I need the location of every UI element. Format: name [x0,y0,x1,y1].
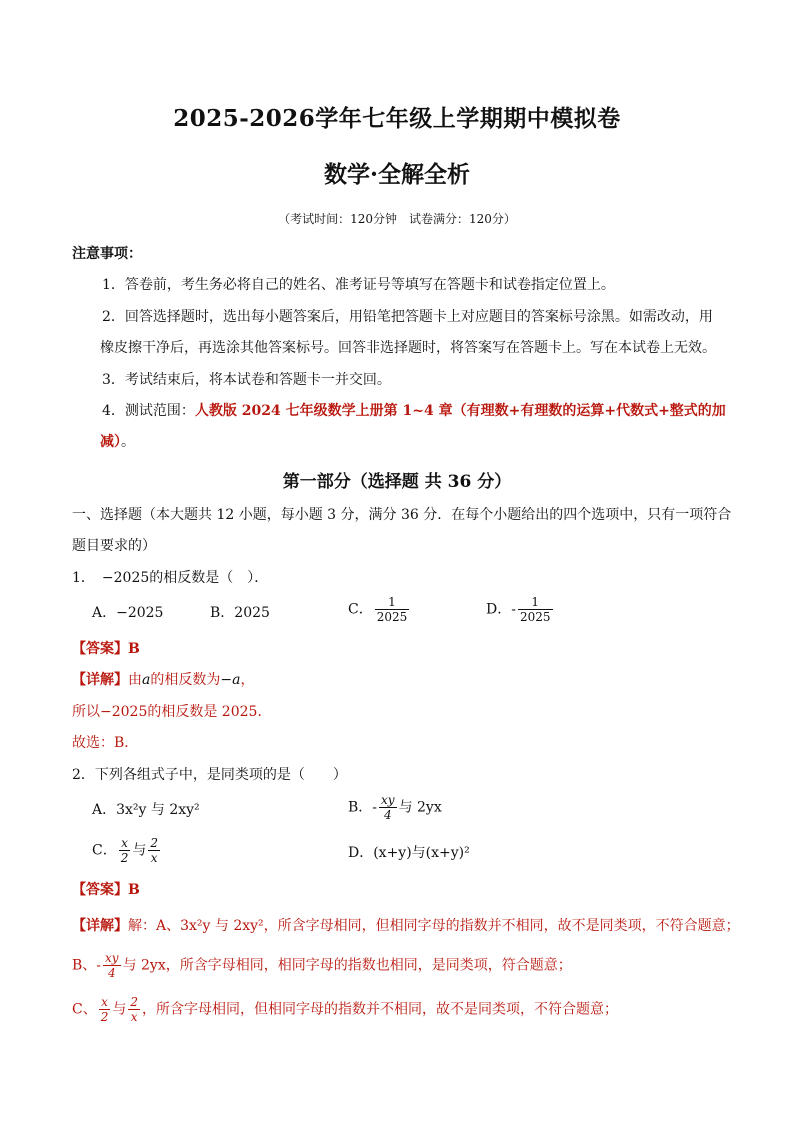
q2-detail-c-tail: ，所含字母相同，但相同字母的指数并不相同，故不是同类项，不符合题意； [142,1001,618,1018]
q1-detail-neg-a: −a [220,672,241,688]
q2-option-b-num: xy [381,793,395,807]
q2-detail-b-fraction [103,951,121,980]
notice-item-1: 1．答卷前，考生务必将自己的姓名、准考证号等填写在答题卡和试卷指定位置上。 [102,277,615,293]
notice-item-4-line1 [102,401,726,421]
exam-meta: （考试时间：120分钟 试卷满分：120分） [278,212,516,226]
q2-detail-tag: 【详解】 [72,918,128,934]
notice-heading: 注意事项： [72,246,142,262]
q1-option-d-label: D．- [486,601,516,618]
q1-option-c [348,595,411,624]
q2-option-c [92,836,162,865]
q2-detail-b-tail: 与 2yx，所含字母相同，相同字母的指数也相同，是同类项，符合题意； [122,957,572,974]
q1-detail-text2: 的相反数为 [150,672,221,688]
notice-item-4-period: 。 [121,434,135,450]
q2-answer: 【答案】B [72,882,140,898]
q2-detail-c-den2: x [130,1010,138,1024]
exam-subtitle: 数学·全解全析 [323,161,470,188]
q2-detail-b-label: B、- [72,957,102,974]
q2-detail-b-den: 4 [107,966,116,980]
notice-item-4-topics-end: 减） [100,434,121,450]
q2-detail-c-num2: 2 [130,995,138,1009]
q2-detail-c-label: C、 [72,1001,97,1018]
q2-option-c-den1: 2 [120,851,129,865]
q2-option-c-num1: x [119,836,131,851]
part1-intro-line2: 题目要求的） [72,538,156,554]
q1-choose: 故选：B． [72,735,139,751]
q1-detail-line2: 所以−2025的相反数是 2025． [72,704,272,720]
q2-option-b-label: B．- [348,799,378,816]
q2-option-b-fraction [379,793,397,822]
q1-option-c-label: C． [348,601,373,618]
q2-option-c-den2: x [150,851,158,865]
q1-detail-tag: 【详解】 [72,672,128,688]
q2-detail-c-fraction2 [128,995,140,1024]
q1-detail-line1 [72,670,254,690]
q2-option-b-den: 4 [383,808,392,822]
q2-option-b-tail: 与 2yx [398,799,442,816]
notice-item-4-topics: （有理数+有理数的运算+代数式+整式的加 [452,403,726,419]
q1-detail-text1: 由 [128,672,142,688]
q1-option-c-num: 1 [375,595,410,610]
notice-item-4-scope: 人教版 2024 七年级数学上册第 1~4 章 [194,403,453,419]
q1-option-d-num: 1 [518,595,553,610]
q2-option-b [348,793,442,822]
q1-option-a: A．−2025 [92,605,164,621]
q1-stem: 1． −2025的相反数是（ ）． [72,570,269,586]
q1-detail-var-a: a [142,672,151,688]
exam-title: 2025-2026学年七年级上学期期中模拟卷 [173,105,621,132]
q2-option-c-label: C． [92,842,117,859]
notice-item-3: 3．考试结束后，将本试卷和答题卡一并交回。 [102,372,391,388]
q2-option-c-mid: 与 [132,842,147,859]
part1-title: 第一部分（选择题 共 36 分） [282,472,512,492]
q1-answer: 【答案】B [72,641,140,657]
part1-intro-line1: 一、选择题（本大题共 12 小题，每小题 3 分，满分 36 分．在每个小题给出的四个选项中，只有一项符合 [72,507,732,523]
q2-detail-b [72,951,572,980]
q1-option-d [486,595,555,624]
notice-item-4-prefix: 4．测试范围： [102,403,195,419]
q2-option-c-fraction1 [119,836,131,865]
q2-detail-c-fraction1 [99,995,111,1024]
q1-detail-text3: ， [240,672,255,688]
q1-option-d-den: 2025 [519,610,551,624]
q2-option-c-fraction2 [148,836,160,865]
q1-option-d-fraction [518,595,553,624]
q2-option-d: D．(x+y)与(x+y)² [348,845,470,861]
q2-detail-line1 [72,916,740,936]
q2-detail-b-num: xy [105,951,119,965]
notice-item-4-line2 [100,432,135,452]
q2-detail-c [72,995,618,1024]
q2-detail-c-den1: 2 [100,1010,109,1024]
notice-item-2-line1: 2．回答选择题时，选出每小题答案后，用铅笔把答题卡上对应题目的答案标号涂黑。如需改动，用 [102,309,713,325]
q2-option-a: A．3x²y 与 2xy² [92,802,200,818]
q1-option-b: B．2025 [210,605,270,621]
notice-item-2-line2: 橡皮擦干净后，再选涂其他答案标号。回答非选择题时，将答案写在答题卡上。写在本试卷上无效。 [100,340,716,356]
q2-option-c-num2: 2 [150,836,158,850]
q2-stem: 2．下列各组式子中，是同类项的是（ ） [72,767,347,783]
q1-option-c-fraction [375,595,410,624]
q2-detail-c-mid: 与 [112,1001,127,1018]
q1-option-c-den: 2025 [376,610,408,624]
q2-detail-text1: 解：A、3x²y 与 2xy²，所含字母相同，但相同字母的指数并不相同，故不是同类项，不符合题意； [128,918,740,934]
q2-detail-c-num1: x [99,995,111,1010]
